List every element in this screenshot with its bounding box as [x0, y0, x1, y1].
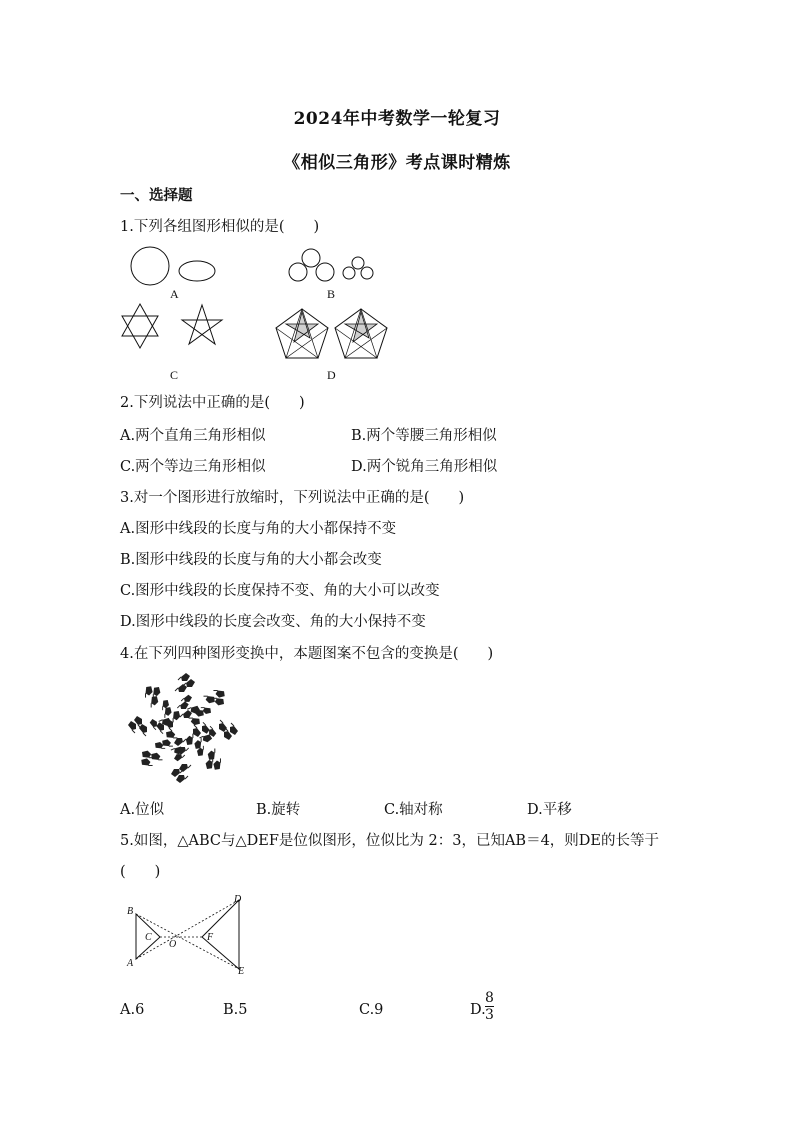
point-c-label: C: [145, 932, 152, 943]
pentagon-star-right: [335, 309, 387, 358]
q1-label-d: D: [327, 368, 336, 382]
q1-label-a: A: [170, 287, 179, 301]
point-f-label: F: [207, 932, 214, 943]
section-heading: 一、选择题: [120, 187, 193, 204]
q1-figure: [118, 240, 398, 390]
pentagram-shape: [182, 305, 222, 344]
fraction-numerator: 8: [485, 990, 494, 1006]
point-d-label: D: [234, 894, 242, 905]
q5-option-a[interactable]: A.6: [120, 1002, 145, 1018]
document-subtitle: 《相似三角形》考点课时精炼: [283, 153, 511, 173]
circle-shape: [131, 247, 169, 285]
hexagram-shape: [122, 304, 158, 348]
pattern-arm: [138, 681, 184, 727]
question-5-answer-blank: ( ): [120, 864, 161, 880]
q5-homothety-figure: [122, 892, 262, 982]
q2-option-a[interactable]: A.两个直角三角形相似: [120, 428, 266, 444]
pattern-arm: [184, 683, 230, 729]
fraction-denominator: 3: [485, 1007, 494, 1023]
ellipse-shape: [179, 261, 215, 281]
circle-cluster-small: [343, 257, 373, 279]
document-title: 2024年中考数学一轮复习: [293, 109, 501, 129]
q4-option-a[interactable]: A.位似: [120, 802, 165, 818]
point-e-label: E: [238, 966, 245, 977]
q3-option-d[interactable]: D.图形中线段的长度会改变、角的大小保持不变: [120, 614, 426, 630]
q5-option-c[interactable]: C.9: [359, 1002, 384, 1018]
q4-option-b[interactable]: B.旋转: [256, 802, 301, 818]
point-a-label: A: [127, 958, 134, 969]
q4-pattern-figure: [125, 670, 245, 790]
question-2-stem: 2.下列说法中正确的是( ): [120, 395, 305, 411]
question-5-stem: 5.如图，△ABC与△DEF是位似图形，位似比为 2：3，已知AB＝4，则DE的长等于: [120, 833, 660, 849]
q4-option-c[interactable]: C.轴对称: [384, 802, 443, 818]
question-3-stem: 3.对一个图形进行放缩时，下列说法中正确的是( ): [120, 490, 465, 506]
q1-label-b: B: [327, 287, 336, 301]
q3-option-c[interactable]: C.图形中线段的长度保持不变、角的大小可以改变: [120, 583, 440, 599]
q2-option-d[interactable]: D.两个锐角三角形相似: [351, 459, 498, 475]
pentagon-star-left: [276, 309, 328, 358]
q2-option-b[interactable]: B.两个等腰三角形相似: [351, 428, 497, 444]
q4-option-d[interactable]: D.平移: [527, 802, 572, 818]
q2-option-c[interactable]: C.两个等边三角形相似: [120, 459, 266, 475]
q3-option-a[interactable]: A.图形中线段的长度与角的大小都保持不变: [120, 521, 397, 537]
q5-option-d[interactable]: D.: [470, 1002, 486, 1018]
q5-option-b[interactable]: B.5: [223, 1002, 248, 1018]
q1-label-c: C: [170, 368, 179, 382]
question-4-stem: 4.在下列四种图形变换中，本题图案不包含的变换是( ): [120, 646, 494, 662]
question-1-stem: 1.下列各组图形相似的是( ): [120, 219, 320, 235]
point-b-label: B: [127, 906, 134, 917]
q3-option-b[interactable]: B.图形中线段的长度与角的大小都会改变: [120, 552, 382, 568]
q5-option-d-fraction: [485, 991, 494, 1022]
point-o-label: O: [169, 939, 177, 950]
circle-cluster-large: [289, 249, 334, 281]
